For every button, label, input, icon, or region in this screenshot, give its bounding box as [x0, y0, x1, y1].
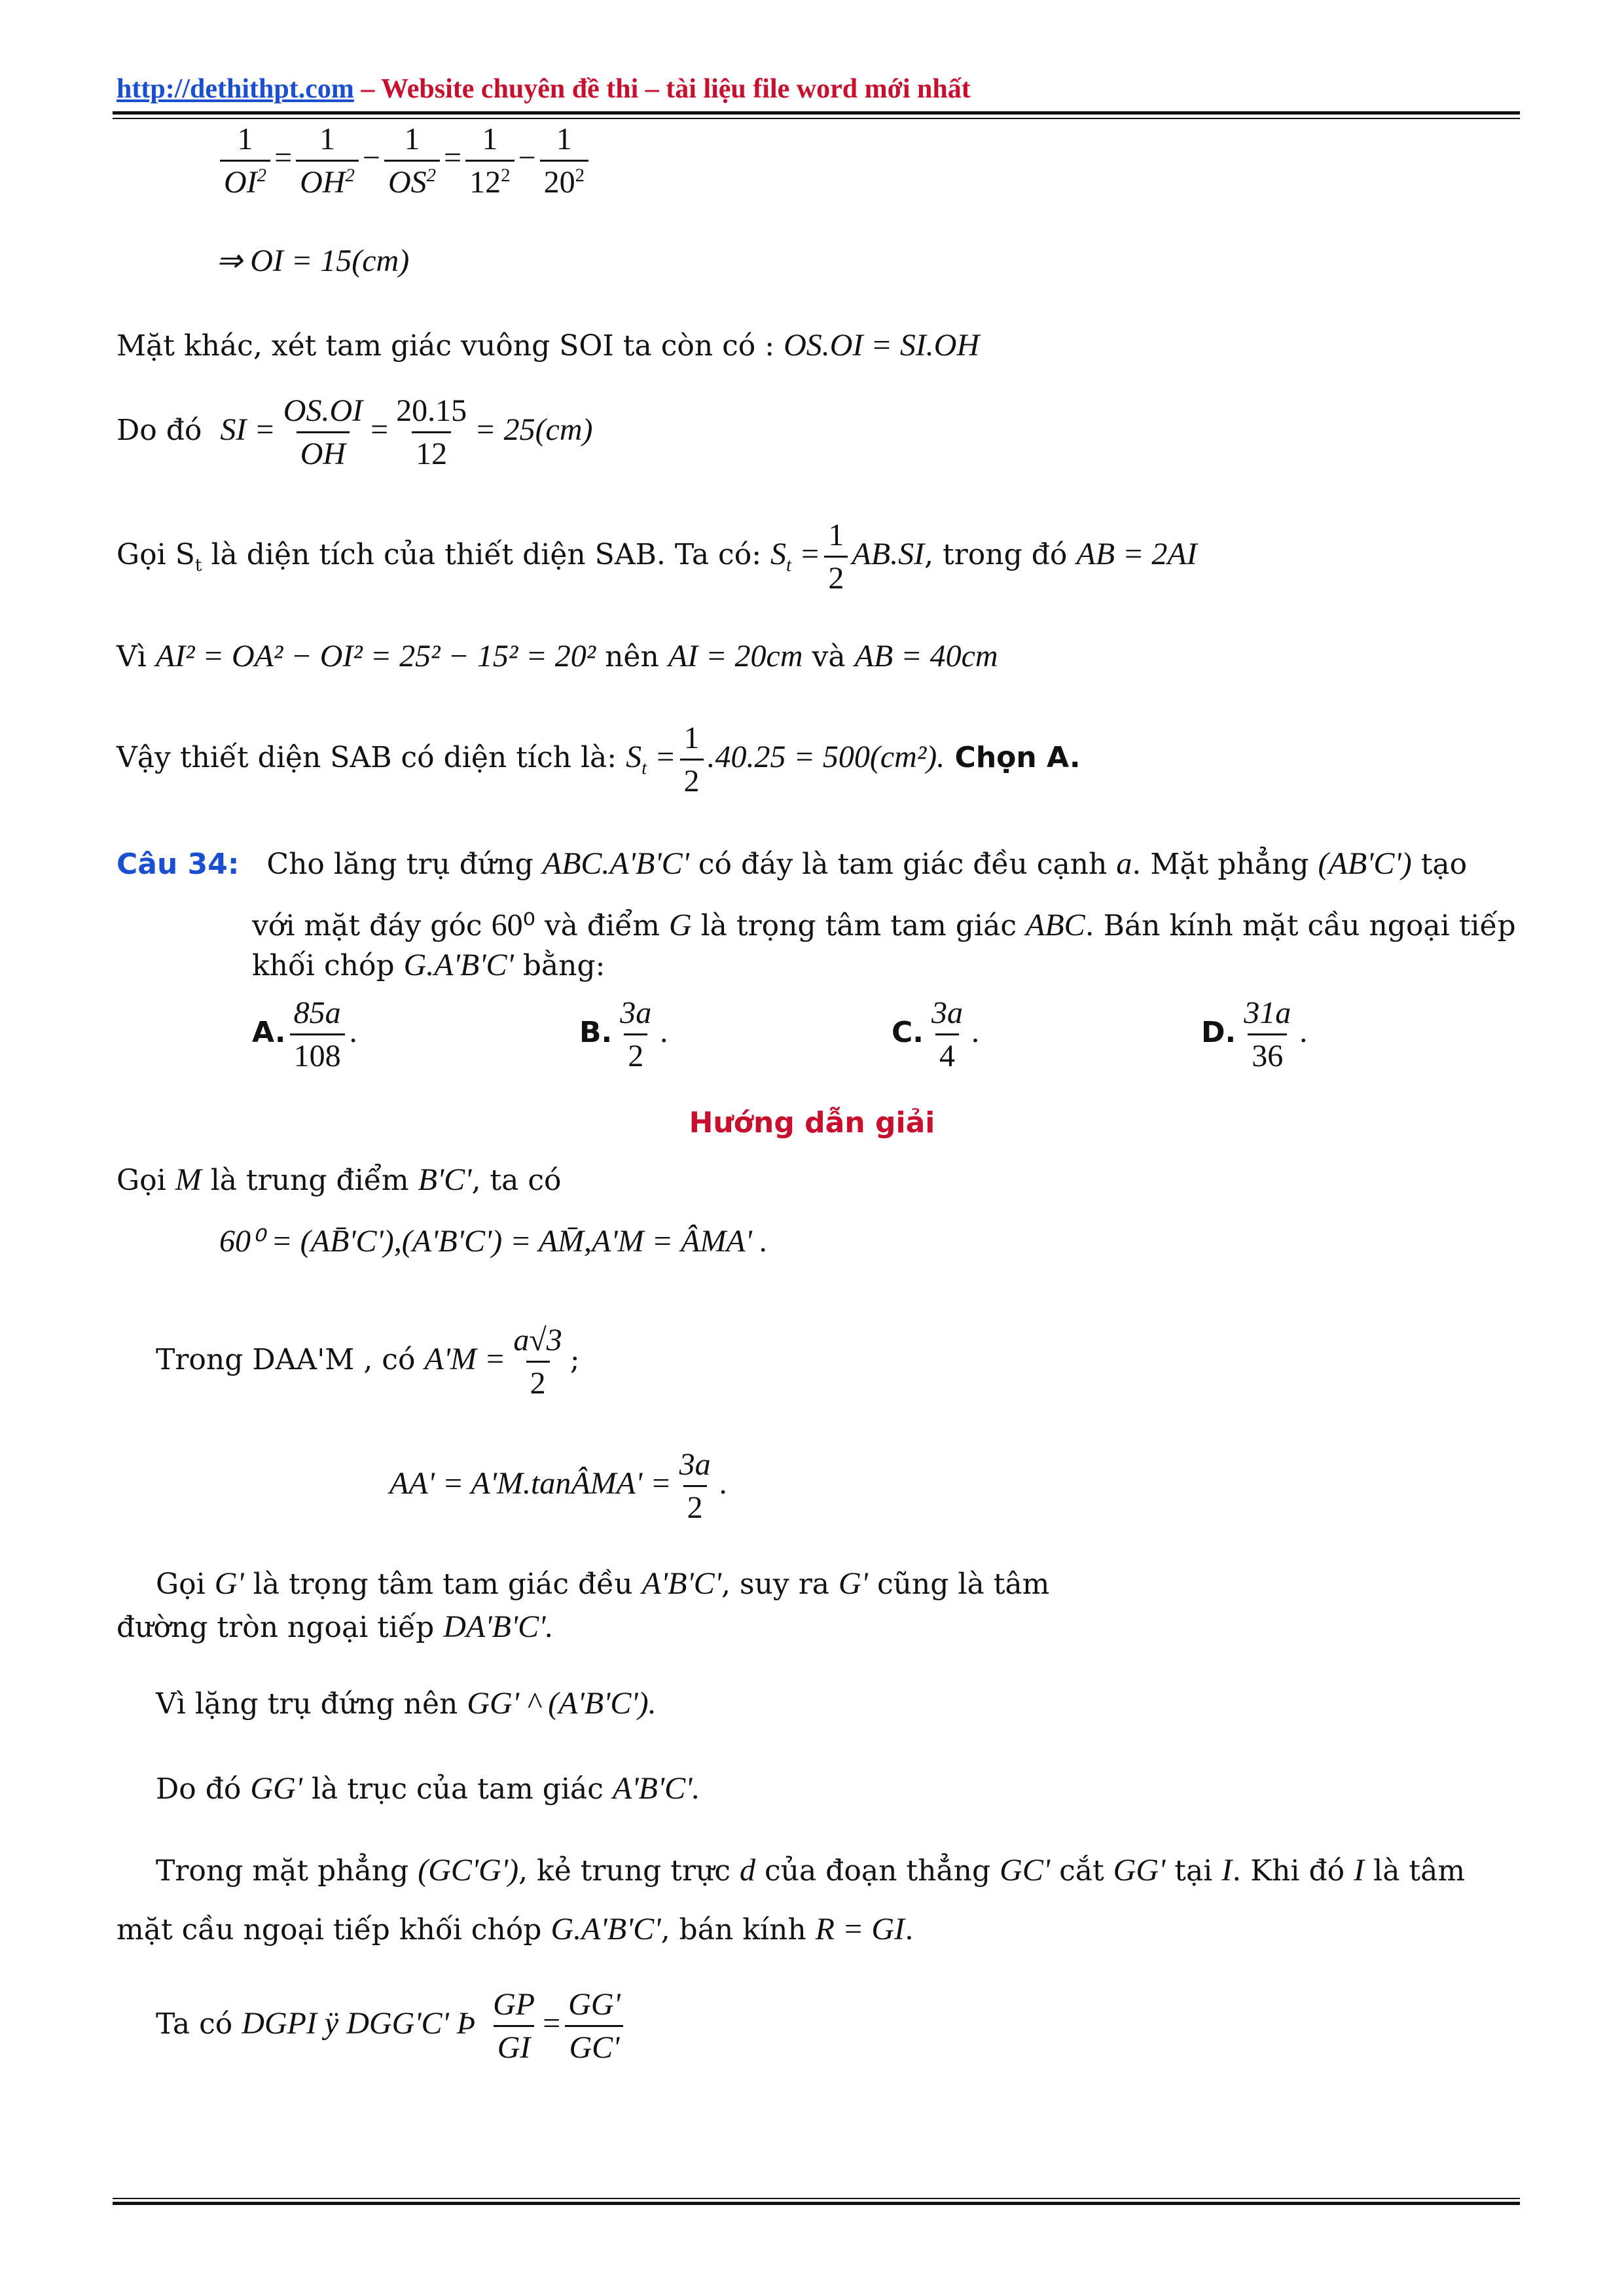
- footer-rule-thick: [113, 2202, 1520, 2205]
- question-line-2: với mặt đáy góc 60⁰ và điểm G là trọng tâm tam giác ABC. Bán kính mặt cầu ngoại tiếp: [252, 908, 1516, 942]
- question-label: Câu 34:: [117, 848, 240, 881]
- text-line-6: Vì AI² = OA² − OI² = 25² − 15² = 20² nên AI = 20cm và AB = 40cm: [117, 639, 998, 673]
- solution-line-7: Vì lặng trụ đứng nên GG' ^ (A'B'C').: [156, 1686, 657, 1721]
- solution-line-11: Ta có DGPI ÿ DGG'C' Þ $\frac{GP}{GI}$ = $\frac{GG'}{GC'}$: [156, 1986, 628, 2066]
- header-tagline: – Website chuyên đề thi – tài liệu file word mới nhất: [353, 74, 971, 104]
- footer-rule-thin: [113, 2198, 1520, 2199]
- solution-line-10: mặt cầu ngoại tiếp khối chóp G.A'B'C', bán kính R = GI.: [117, 1912, 914, 1946]
- text-line-3: Mặt khác, xét tam giác vuông SOI ta còn có : OS.OI = SI.OH: [117, 328, 980, 363]
- text-line-4: Do đó SI = $\frac{OS.OI}{OH}$ = $\frac{20.15}{12}$ = 25(cm): [117, 393, 593, 472]
- solution-heading: Hướng dẫn giải: [689, 1106, 935, 1139]
- page-header: [117, 73, 971, 105]
- solution-line-9: Trong mặt phẳng (GC'G'), kẻ trung trực d của đoạn thẳng GC' cắt GG' tại I. Khi đó I là tâm: [156, 1853, 1466, 1888]
- solution-line-3: Trong DAA'M , có A'M = $\frac{a√3}{2}$ ;: [156, 1323, 580, 1401]
- header-rule-thick: [113, 111, 1520, 115]
- solution-line-4: AA' = A'M.tanÂMA' = $\frac{3a}{2}$ .: [389, 1447, 728, 1526]
- option-b[interactable]: B. $\frac{3a}{2}$ .: [579, 996, 669, 1074]
- option-a[interactable]: A. $\frac{85a}{108}$ .: [252, 996, 358, 1074]
- solution-line-2: 60⁰ = (AB̄'C'),(A'B'C') = AM̄,A'M = ÂMA' .: [219, 1224, 768, 1259]
- question-line-1: Câu 34: Cho lăng trụ đứng ABC.A'B'C' có đáy là tam giác đều cạnh a. Mặt phẳng (AB'C') tạo: [117, 846, 1468, 881]
- question-line-3: khối chóp G.A'B'C' bằng:: [252, 948, 605, 982]
- header-link[interactable]: http://dethithpt.com: [117, 74, 354, 104]
- solution-line-8: Do đó GG' là trục của tam giác A'B'C'.: [156, 1771, 700, 1806]
- header-rule-thin: [113, 118, 1520, 119]
- equation-oi: $\frac{1}{OI^2}$ = $\frac{1}{OH^2}$ − $\frac{1}{OS^2}$ = $\frac{1}{12^2}$ − $\frac{1}{20^2}$: [216, 121, 592, 200]
- solution-line-1: Gọi M là trung điểm B'C', ta có: [117, 1162, 562, 1197]
- text-line-7: Vậy thiết diện SAB có diện tích là: $S_t$ = $\frac{1}{2}$ .40.25 = 500(cm²). Chọn A.: [117, 721, 1081, 799]
- option-d[interactable]: D. $\frac{31a}{36}$ .: [1201, 996, 1308, 1074]
- equation-oi-result: ⇒ OI = 15(cm): [216, 243, 410, 278]
- text-line-5: Gọi $S_t$ là diện tích của thiết diện SAB. Ta có: $S_t$ = $\frac{1}{2}$ AB.SI, trong đó AB = 2AI: [117, 518, 1197, 596]
- solution-line-5: Gọi G' là trọng tâm tam giác đều A'B'C', suy ra G' cũng là tâm: [156, 1566, 1050, 1601]
- solution-line-6: đường tròn ngoại tiếp DA'B'C'.: [117, 1609, 554, 1644]
- option-c[interactable]: C. $\frac{3a}{4}$ .: [892, 996, 981, 1074]
